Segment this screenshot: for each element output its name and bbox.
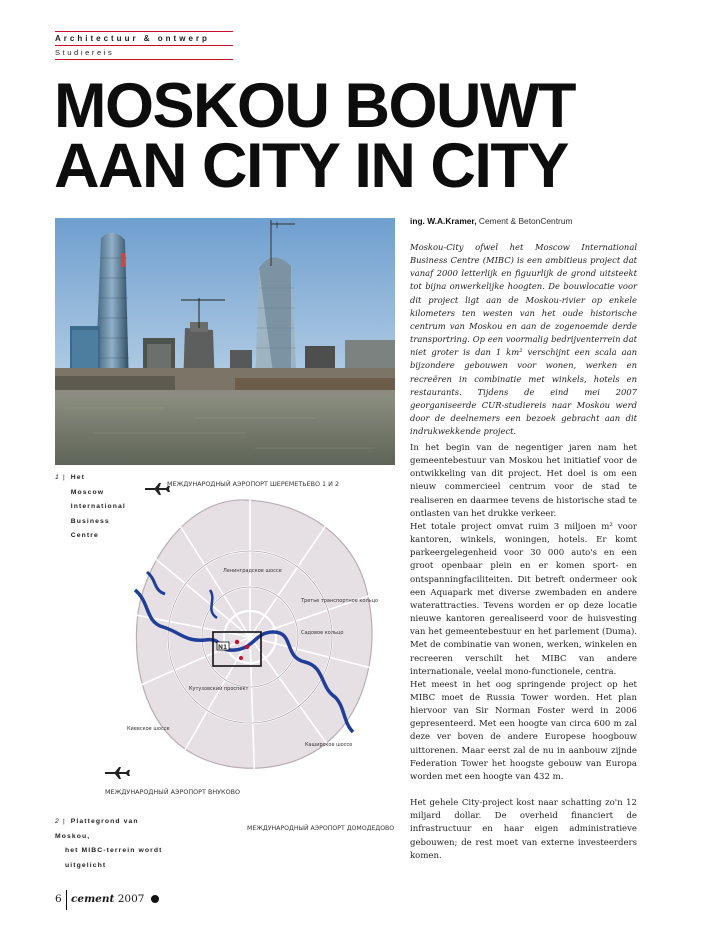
- article-title: [54, 71, 704, 201]
- map-label-third-ring: Третье транспортное кольцо: [301, 598, 379, 604]
- map-label-sheremetyevo: МЕЖДУНАРОДНЫЙ АЭРОПОРТ ШЕРЕМЕТЬЕВО 1 И 2: [167, 480, 340, 488]
- moscow-map-illustration: [105, 472, 397, 842]
- header-rule-bottom: [55, 59, 233, 60]
- map-label-vnukovo: МЕЖДУНАРОДНЫЙ АЭРОПОРТ ВНУКОВО: [105, 788, 241, 796]
- caption-2-text: het MIBC-terrein wordt uitgelicht: [65, 847, 163, 869]
- map-label-sadovoe: Садовое кольцо: [301, 630, 344, 636]
- cement-logo-icon: [151, 895, 159, 903]
- body-paragraph: Het totale project omvat ruim 3 miljoen m² voor kantoren, winkels, woningen, hotels. Er komt parkeergelegenheid voor 30 000 auto's en een groot openbaar plein en er komen sport- en ontspanningfaciliteiten. Dit betreft ondermeer ook een Aquapark met diverse zwembaden en andere waterattracties. Tevens worden er op deze locatie nieuwe kantoren gerealiseerd voor de huisvesting van het gemeentebestuur en het parlement (Duma). Met de combinatie van wonen, werken, winkelen en recreeren verschilt het MIBC van andere internationale, veelal mono-functionele, centra.: [410, 521, 637, 677]
- subsection-label: Studiereis: [55, 48, 115, 57]
- caption-1-text: Het Moscow International Business Centre: [70, 474, 126, 539]
- magazine-title: cement: [71, 893, 115, 905]
- body-paragraph: Het meest in het oog springende project op het MIBC moet de Russia Tower worden. Het plan hiervoor van Sir Norman Foster werd in 2006 gepresenteerd. Met een hoogte van circa 600 m zal deze ver boven de andere Europese hoogbouw uittorenen. Maar eerst zal de nu in aanbouw zijnde Federation Tower het hoogste gebouw van Europa worden met een hoogte van 432 m.: [410, 679, 637, 782]
- magazine-year: 2007: [117, 893, 145, 905]
- byline-org: Cement & BetonCentrum: [478, 216, 573, 226]
- body-text: [410, 442, 637, 863]
- svg-text:N1: N1: [218, 644, 228, 651]
- byline: [410, 216, 670, 226]
- byline-author: ing. W.A.Kramer,: [410, 216, 477, 226]
- moscow-map: [105, 472, 397, 842]
- map-label-kutuzovsky: Кутузовский проспект: [189, 686, 249, 692]
- header-rule-top: [55, 31, 233, 32]
- caption-2-bold: Plattegrond van Moskou,: [55, 818, 139, 840]
- title-line-2: AAN CITY IN CITY: [54, 131, 568, 201]
- intro-paragraph: Moskou-City ofwel het Moscow International Business Centre (MIBC) is een ambitieus project dat vanaf 2000 letterlijk en figuurlijk de grond uitsteekt tot bijna onwerkelijke hoogten. De bouwlocatie voor dit project ligt aan de Moskou-rivier op enkele kilometers ten westen van het oude historische centrum van Moskou en aan de zogenoemde derde transportring. Op een voormalig bedrijventerrein dat niet groter is dan 1 km² verschijnt een scala aan bijzondere gebouwen voor wonen, werken en recreëren in combinatie met winkels, hotels en restaurants. Tijdens de eind mei 2007 georganiseerde CUR-studiereis naar Moskou werd door de deelnemers een bezoek gebracht aan dit indrukwekkende project.: [410, 242, 637, 437]
- header-rule-middle: [55, 45, 233, 46]
- body-paragraph: Het gehele City-project kost naar schatting zo'n 12 miljard dollar. De overheid financiert de infrastructuur en haar eigen administratieve gebouwen; de rest moet van externe investeerders komen.: [410, 798, 637, 861]
- caption-2-number: 2 |: [55, 818, 66, 825]
- title-line-1: MOSKOU BOUWT: [54, 71, 575, 141]
- map-label-kievskoe: Киевское шоссе: [127, 726, 170, 732]
- page-number: 6: [55, 893, 62, 905]
- map-label-kashirskoe: Каширское шоссе: [305, 742, 353, 748]
- magazine-name: [71, 893, 159, 905]
- map-label-domodedovo: МЕЖДУНАРОДНЫЙ АЭРОПОРТ ДОМОДЕДОВО: [247, 825, 395, 832]
- mibc-photo-illustration: [55, 218, 395, 465]
- footer-divider: [66, 890, 67, 910]
- mibc-photo: [55, 218, 395, 465]
- map-label-leningradskoe: Ленинградское шоссе: [223, 568, 282, 574]
- body-paragraph: In het begin van de negentiger jaren nam het gemeentebestuur van Moskou het initiatief voor de ontwikkeling van dit project. Het doel is om een nieuw commercieel centrum voor de stad te realiseren en daarmee tevens de historische stad te ontlasten van het drukke verkeer.: [410, 443, 637, 519]
- section-label: Architectuur & ontwerp: [55, 34, 210, 43]
- caption-1-number: 1 |: [55, 474, 66, 481]
